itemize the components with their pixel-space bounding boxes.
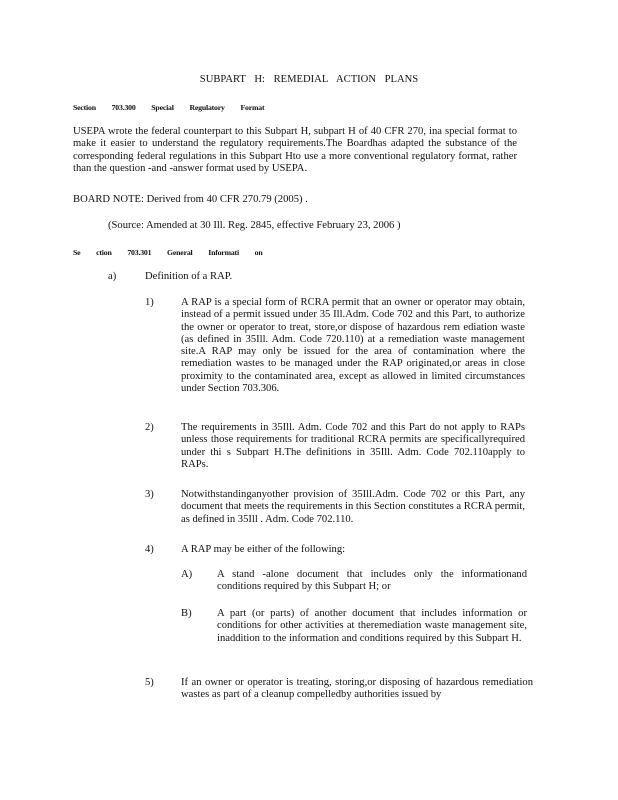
section-heading-703-301: Se ction 703.301 General Informati on	[73, 248, 263, 257]
item-label: 1)	[145, 297, 154, 308]
source-note: (Source: Amended at 30 Ill. Reg. 2845, effective February 23, 2006 )	[108, 220, 401, 231]
sub-item-text: A stand -alone document that includes only the informationand conditions required by this Subpart H; or	[217, 569, 527, 593]
item-label: 3)	[145, 489, 154, 500]
item-text: A RAP is a special form of RCRA permit that an owner or operator may obtain, instead of a permit issued under 35 Ill.Adm. Code 702 and this Part, to authorize the owner or operator to treat, store,or dispose of hazardous rem ediation waste (as defined in 35Ill. Adm. Code 720.110) at a remediation waste management site.A RAP may only be issued for the area of contamination where the remediation wastes to be managed under the RAP originated,or areas in close proximity to the contaminated area, except as allowed in limited circumstances under Section 703.306.	[181, 297, 525, 395]
sub-item-text: A part (or parts) of another document that includes information or conditions for other activities at theremediation waste management site, inaddition to the information and conditions required by this Subpart H.	[217, 608, 527, 644]
item-text: A RAP may be either of the following:	[181, 544, 346, 555]
item-text: Notwithstandinganyother provision of 35Ill.Adm. Code 702 or this Part, any document that meets the requirements in this Section constitutes a RCRA permit, as defined in 35Ill . Adm. Code 702.110.	[181, 489, 525, 525]
item-label: 4)	[145, 544, 154, 555]
board-note: BOARD NOTE: Derived from 40 CFR 270.79 (2005) .	[73, 194, 308, 205]
subsection-a-label: a)	[108, 271, 117, 282]
item-text: The requirements in 35Ill. Adm. Code 702 and this Part do not apply to RAPs unless those requirements for traditional RCRA permits are specificallyrequired under thi s Subpart H.The definitions in 35Ill. Adm. Code 702.110apply to RAPs.	[181, 422, 525, 470]
section-703-300-body: USEPA wrote the federal counterpart to this Subpart H, subpart H of 40 CFR 270, ina special format to make it easier to understand the regulatory requirements.The Boardhas adapted the substance of the corresponding federal regulations in this Subpart Hto use a more conventional regulatory format, rather than the question -and -answer format used by USEPA.	[73, 126, 517, 174]
item-label: 5)	[145, 677, 154, 688]
subsection-a-text: Definition of a RAP.	[145, 271, 233, 282]
sub-item-label: A)	[181, 569, 193, 580]
item-text: If an owner or operator is treating, storing,or disposing of hazardous remediation wastes as part of a cleanup compelledby authorities issued by	[181, 677, 533, 701]
page-title: SUBPART H: REMEDIAL ACTION PLANS	[199, 74, 419, 85]
sub-item-label: B)	[181, 608, 192, 619]
item-label: 2)	[145, 422, 154, 433]
section-heading-703-300: Section 703.300 Special Regulatory Format	[73, 103, 265, 112]
